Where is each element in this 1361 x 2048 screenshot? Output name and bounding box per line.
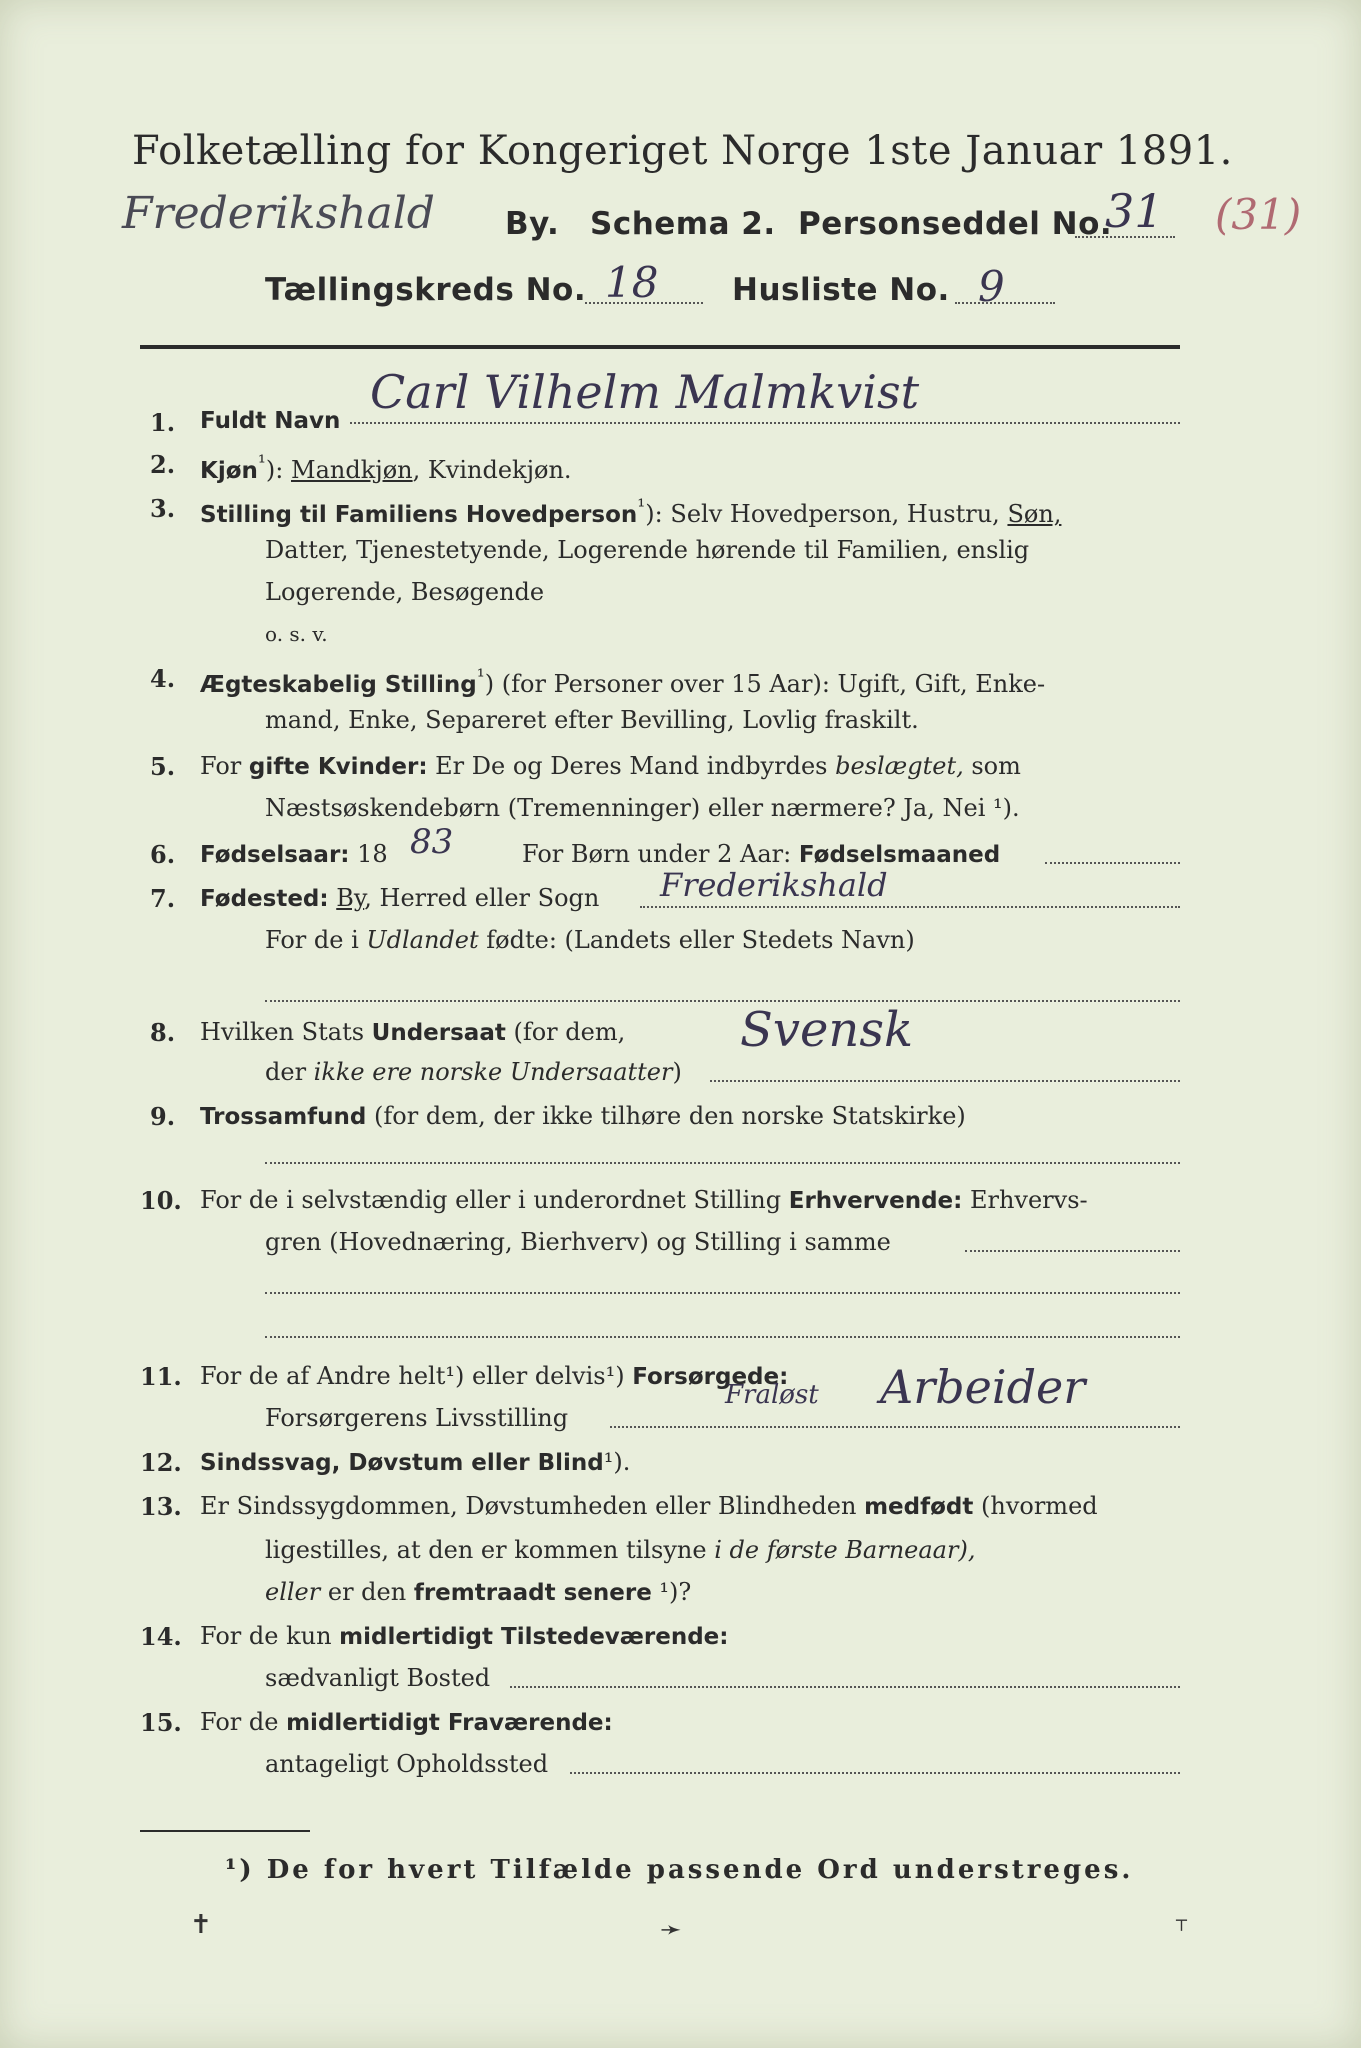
fravaerende-prefix: For de bbox=[200, 1708, 287, 1736]
item-fodested bbox=[200, 884, 599, 912]
item-trossamfund bbox=[200, 1102, 966, 1130]
trossamfund-text: (for dem, der ikke tilhøre den norske Statskirke) bbox=[374, 1102, 966, 1130]
option-son: Søn, bbox=[1007, 500, 1062, 528]
undersaat-prefix: Hvilken Stats bbox=[200, 1018, 372, 1046]
item-number: 1. bbox=[150, 408, 176, 437]
footnote-mark: ¹ bbox=[257, 450, 266, 474]
fravaerende-line2: antageligt Opholdssted bbox=[265, 1750, 549, 1778]
town-handwritten: Frederikshald bbox=[122, 188, 435, 239]
husliste-value: 9 bbox=[978, 262, 1005, 311]
item-number: 4. bbox=[150, 664, 176, 693]
birthplace-value: Frederikshald bbox=[660, 866, 888, 904]
medfodt-prefix: Er Sindssygdommen, Døvstumheden eller Blindheden bbox=[200, 1492, 865, 1520]
provider-note-value: Fraløst bbox=[725, 1380, 819, 1410]
item-stilling-line1 bbox=[200, 494, 1061, 528]
item-erhverv-line1 bbox=[200, 1186, 1088, 1214]
udlandet-word: Udlandet bbox=[366, 926, 479, 954]
corner-mark-icon: ✝ bbox=[190, 1910, 212, 1940]
medfodt-line3-text: er den bbox=[320, 1578, 414, 1606]
medfodt-eller: eller bbox=[265, 1578, 321, 1606]
nationality-value: Svensk bbox=[740, 1002, 914, 1058]
tilstede-line2: sædvanligt Bosted bbox=[265, 1664, 491, 1692]
footnote-rule bbox=[140, 1830, 310, 1832]
item-number: 13. bbox=[140, 1492, 182, 1521]
label-aegteskab: Ægteskabelig Stilling bbox=[200, 672, 477, 698]
label-fodselsmaaned: Fødselsmaaned bbox=[798, 842, 1001, 868]
label-forsorgede: Forsørgede: bbox=[632, 1364, 789, 1390]
item-medfodt-line2 bbox=[265, 1536, 975, 1564]
item-fodselsmaaned bbox=[522, 840, 1000, 868]
medfodt-suffix: (hvormed bbox=[973, 1492, 1098, 1520]
label-sindssvag: Sindssvag, Døvstum eller Blind bbox=[200, 1450, 604, 1476]
stilling-line4: o. s. v. bbox=[265, 622, 328, 646]
item-fravaerende-line1 bbox=[200, 1708, 613, 1736]
corner-mark-icon: ⸆ bbox=[1175, 1915, 1189, 1945]
label-fodselsaar: Fødselsaar: bbox=[200, 842, 350, 868]
option-by: By bbox=[336, 884, 365, 912]
item-aegteskab-line1 bbox=[200, 664, 1045, 698]
gifte-beslaegtet: beslægtet, bbox=[835, 752, 964, 780]
schema-label: Schema 2. bbox=[590, 206, 776, 242]
town-suffix: By. bbox=[505, 206, 560, 242]
option-kvindekjon: , Kvindekjøn. bbox=[412, 456, 572, 484]
gifte-line2: Næstsøskendebørn (Tremenninger) eller nærmere? Ja, Nei ¹). bbox=[265, 794, 1020, 822]
item-number: 8. bbox=[150, 1018, 176, 1047]
label-stilling: Stilling til Familiens Hovedperson bbox=[200, 502, 638, 528]
born-under-2: For Børn under 2 Aar: bbox=[522, 840, 792, 868]
item-number: 2. bbox=[150, 450, 176, 479]
item-number: 15. bbox=[140, 1708, 182, 1737]
label-fodested: Fødested: bbox=[200, 886, 329, 912]
label-tilstedevaerende: midlertidigt Tilstedeværende: bbox=[339, 1624, 729, 1650]
label-gifte-kvinder: gifte Kvinder: bbox=[248, 754, 428, 780]
udlandet-text: fødte: (Landets eller Stedets Navn) bbox=[478, 926, 915, 954]
name-value: Carl Vilhelm Malmkvist bbox=[370, 365, 920, 419]
fodested-options: , Herred eller Sogn bbox=[364, 884, 600, 912]
item-gifte-line1 bbox=[200, 752, 1021, 780]
birth-year-value: 83 bbox=[410, 822, 454, 862]
item-forsorgede-line1 bbox=[200, 1362, 788, 1390]
forsorgede-prefix: For de af Andre helt¹) eller delvis¹) bbox=[200, 1362, 633, 1390]
footnote-mark: ¹ bbox=[637, 494, 646, 518]
label-undersaat: Undersaat bbox=[371, 1020, 506, 1046]
item-undersaat-line2 bbox=[265, 1058, 682, 1086]
form-title: Folketælling for Kongeriget Norge 1ste Januar 1891. bbox=[132, 128, 1233, 174]
stilling-line3: Logerende, Besøgende bbox=[265, 578, 545, 606]
provider-occupation-value: Arbeider bbox=[880, 1360, 1086, 1414]
kreds-value: 18 bbox=[605, 258, 659, 307]
label-trossamfund: Trossamfund bbox=[200, 1104, 367, 1130]
item-sindssvag bbox=[200, 1448, 630, 1476]
gifte-prefix: For bbox=[200, 752, 249, 780]
kreds-label: Tællingskreds No. bbox=[265, 272, 587, 308]
gifte-som: som bbox=[963, 752, 1021, 780]
forsorgede-line2: Forsørgerens Livsstilling bbox=[265, 1404, 569, 1432]
item-kjon: Kjøn$^{^1}$): Mandkjøn, Kvindekjøn. bbox=[200, 450, 572, 484]
undersaat-italic: ikke ere norske Undersaatter bbox=[313, 1058, 673, 1086]
item-number: 12. bbox=[140, 1448, 182, 1477]
item-medfodt-line1 bbox=[200, 1492, 1098, 1520]
undersaat-close: ) bbox=[672, 1058, 682, 1086]
label-fremtraadt-senere: fremtraadt senere bbox=[413, 1580, 652, 1606]
item-tilstede-line1 bbox=[200, 1622, 728, 1650]
item-number: 14. bbox=[140, 1622, 182, 1651]
label-erhvervende: Erhvervende: bbox=[788, 1188, 963, 1214]
item-number: 3. bbox=[150, 494, 176, 523]
personseddel-value: 31 bbox=[1105, 184, 1164, 238]
center-mark-icon: ➛ bbox=[660, 1915, 682, 1945]
medfodt-line3-tail: ¹)? bbox=[651, 1578, 692, 1606]
aegteskab-line2: mand, Enke, Separeret efter Bevilling, Lovlig fraskilt. bbox=[265, 706, 919, 734]
undersaat-der: der bbox=[265, 1058, 314, 1086]
sindssvag-tail: ¹). bbox=[603, 1448, 631, 1476]
udlandet-prefix: For de i bbox=[265, 926, 367, 954]
item-medfodt-line3 bbox=[265, 1578, 691, 1606]
item-undersaat-line1 bbox=[200, 1018, 625, 1046]
erhverv-suffix: Erhvervs- bbox=[962, 1186, 1088, 1214]
label-medfodt: medfødt bbox=[864, 1494, 974, 1520]
footnote: ¹) De for hvert Tilfælde passende Ord understreges. bbox=[225, 1855, 1134, 1885]
undersaat-text: (for dem, bbox=[505, 1018, 626, 1046]
tilstede-prefix: For de kun bbox=[200, 1622, 340, 1650]
footnote-mark: ¹ bbox=[476, 664, 485, 688]
stilling-options: ): Selv Hovedperson, Hustru, bbox=[645, 500, 1008, 528]
label-fravaerende: midlertidigt Fraværende: bbox=[286, 1710, 613, 1736]
medfodt-line2-italic: i de første Barneaar), bbox=[714, 1536, 976, 1564]
gifte-text: Er De og Deres Mand indbyrdes bbox=[427, 752, 836, 780]
stilling-line2: Datter, Tjenestetyende, Logerende hørende til Familien, enslig bbox=[265, 536, 1030, 564]
item-number: 7. bbox=[150, 884, 176, 913]
aegteskab-options: ) (for Personer over 15 Aar): Ugift, Gift, Enke- bbox=[484, 670, 1046, 698]
year-prefix: 18 bbox=[357, 840, 388, 868]
erhverv-line2: gren (Hovednæring, Bierhverv) og Stilling i samme bbox=[265, 1228, 891, 1256]
label-kjon: Kjøn bbox=[200, 458, 258, 484]
udlandet-line bbox=[265, 926, 915, 954]
option-mandkjon: Mandkjøn bbox=[291, 456, 413, 484]
item-number: 6. bbox=[150, 840, 176, 869]
personseddel-label: Personseddel No. bbox=[798, 206, 1113, 242]
erhverv-prefix: For de i selvstændig eller i underordnet Stilling bbox=[200, 1186, 789, 1214]
header-rule bbox=[140, 345, 1180, 349]
item-fodselsaar bbox=[200, 840, 388, 868]
medfodt-line2-text: ligestilles, at den er kommen tilsyne bbox=[265, 1536, 715, 1564]
item-number: 10. bbox=[140, 1186, 182, 1215]
item-number: 9. bbox=[150, 1102, 176, 1131]
item-number: 11. bbox=[140, 1362, 182, 1391]
personseddel-note: (31) bbox=[1215, 190, 1302, 239]
label-fuldt-navn: Fuldt Navn bbox=[200, 408, 341, 434]
husliste-label: Husliste No. bbox=[732, 272, 950, 308]
item-number: 5. bbox=[150, 752, 176, 781]
